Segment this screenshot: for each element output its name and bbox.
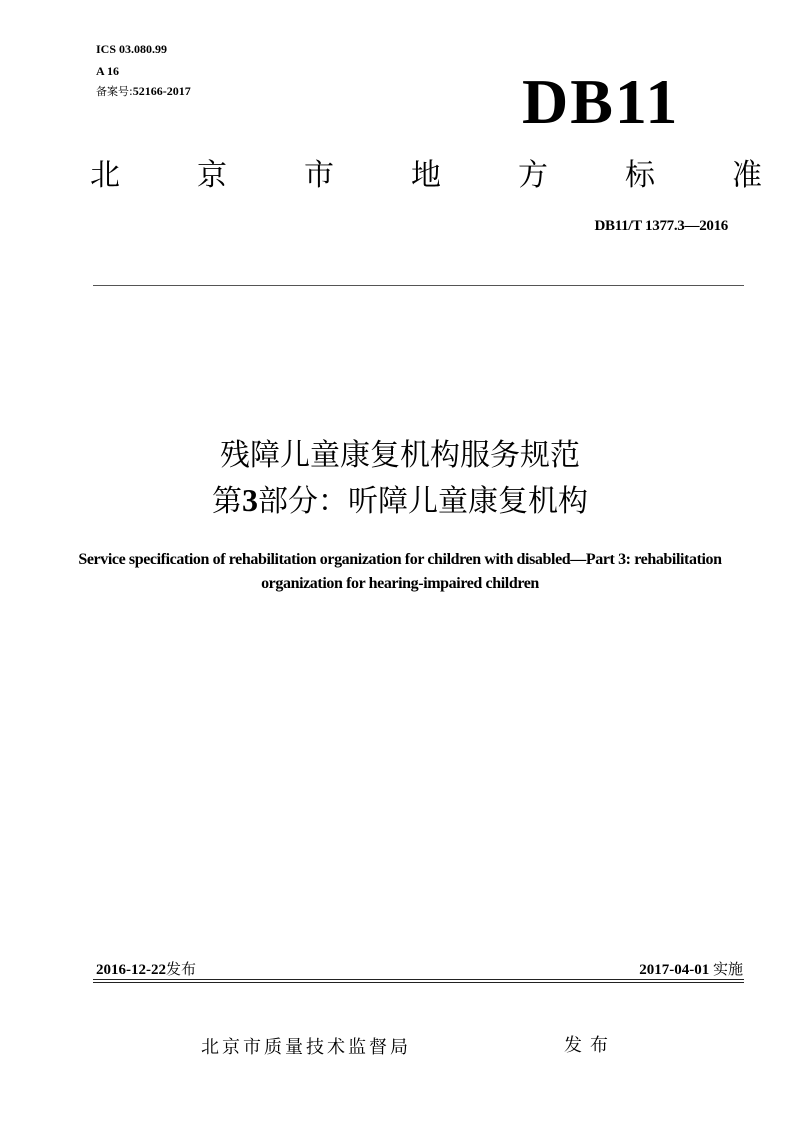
publish-date — [96, 958, 196, 979]
standard-type-char: 市 — [304, 158, 334, 193]
title-part-suffix: 部分：听障儿童康复机构 — [258, 484, 588, 519]
footer-divider-bottom — [93, 982, 744, 983]
record-label: 备案号: — [96, 85, 133, 98]
standard-type-char: 地 — [411, 158, 441, 193]
standard-type — [90, 156, 762, 196]
footer-divider-top — [93, 979, 744, 980]
standard-code: DB11/T 1377.3—2016 — [594, 218, 728, 234]
standard-type-char: 方 — [518, 158, 548, 193]
standard-type-char: 京 — [197, 158, 227, 193]
effective-date — [639, 958, 743, 979]
effective-date-value: 2017-04-01 — [639, 962, 710, 978]
header-divider — [93, 285, 744, 286]
db11-logo: DB11 — [522, 66, 680, 137]
classification-code: A 16 — [96, 64, 120, 78]
title-part-number: 3 — [242, 482, 258, 518]
effective-label: 实施 — [712, 960, 743, 978]
ics-code: ICS 03.080.99 — [96, 42, 168, 56]
title-chinese-line1: 残障儿童康复机构服务规范 — [220, 438, 580, 473]
title-chinese-line2 — [0, 480, 800, 522]
record-value: 52166-2017 — [132, 84, 191, 98]
standard-type-char: 标 — [625, 158, 655, 193]
title-english: Service specification of rehabilitation organization for children with disabled—Part 3: rehabilitation organization for hearing-impaired children — [78, 551, 722, 592]
standard-type-char: 准 — [732, 158, 762, 193]
record-number — [96, 84, 191, 99]
title-part-prefix: 第 — [212, 484, 242, 519]
issuing-authority: 北京市质量技术监督局 — [201, 1037, 411, 1058]
publish-label: 发布 — [166, 960, 197, 978]
standard-type-char: 北 — [90, 158, 120, 193]
issue-action: 发布 — [564, 1035, 616, 1056]
publish-date-value: 2016-12-22 — [96, 962, 166, 978]
